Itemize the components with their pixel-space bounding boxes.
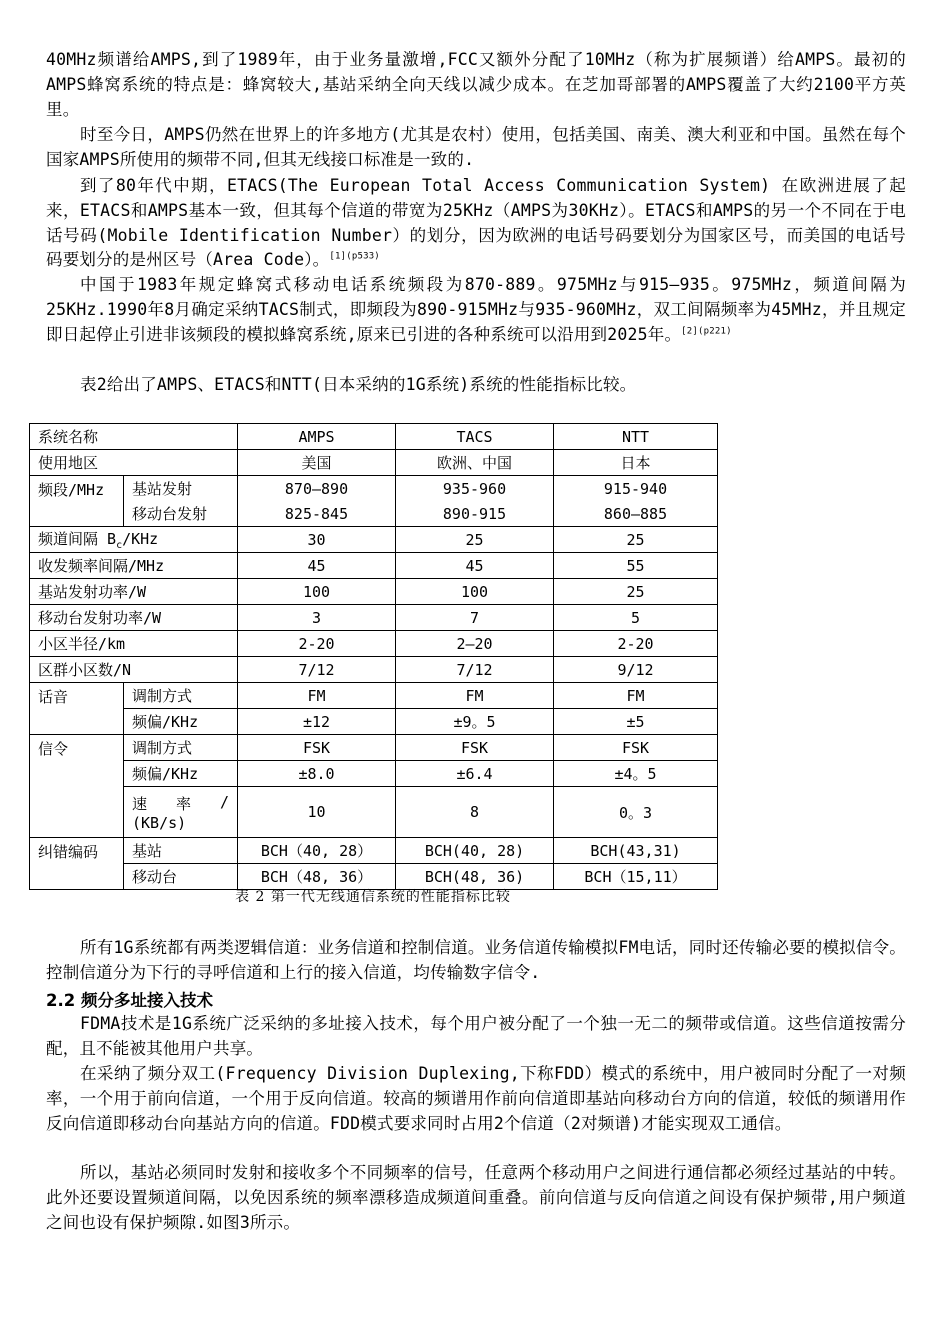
table-cell: 25 [554,527,718,553]
table-row [30,501,718,527]
table-cell: ±5 [554,709,718,735]
table-cell: 欧洲、中国 [396,450,554,476]
citation-ref: [2](p221) [681,326,732,337]
row-label: 使用地区 [30,450,238,476]
sub-row-label: 调制方式 [124,683,238,709]
paragraph-fdd [46,1062,906,1136]
table-cell: FSK [238,735,396,761]
table-cell: FM [396,683,554,709]
table-cell: 10 [238,787,396,838]
table-row [30,605,718,631]
table-cell: 935-960 [396,476,554,502]
table-cell: 8 [396,787,554,838]
table-cell: BCH（15,11） [554,864,718,890]
table-cell: 870—890 [238,476,396,502]
row-label: 频道间隔 $B_c$/KHz [30,527,238,553]
table-cell: 日本 [554,450,718,476]
table-row [30,838,718,864]
column-header-tacs: TACS [396,424,554,450]
paragraph-text: 所以，基站必须同时发射和接收多个不同频率的信号，任意两个移动用户之间进行通信都必须经过基站的中转。此外还要设置频道间隔，以免因系统的频率漂移造成频道间重叠。前向信道与反向信道之间设有保护频带,用户频道之间也设有保护频隙.如图3所示。 [46,1163,906,1232]
table-row [30,657,718,683]
table-row [30,735,718,761]
table-cell: BCH(43,31) [554,838,718,864]
sub-row-label: 频偏/KHz [124,761,238,787]
table-cell: 825-845 [238,501,396,527]
paragraph-text: 所有1G系统都有两类逻辑信道：业务信道和控制信道。业务信道传输模拟FM电话，同时还传输必要的模拟信令。控制信道分为下行的寻呼信道和上行的接入信道，均传输数字信令. [46,938,906,982]
sub-row-label: 调制方式 [124,735,238,761]
paragraph-logical-channels [46,936,906,986]
sub-row-label: 移动台发射 [124,501,238,527]
citation-ref: [1](p533) [329,251,380,262]
table-cell: 100 [396,579,554,605]
table-caption: 表 2 第一代无线通信系统的性能指标比较 [235,889,511,905]
table-cell: ±8.0 [238,761,396,787]
table-cell: 美国 [238,450,396,476]
paragraph-text: 在采纳了频分双工(Frequency Division Duplexing,下称FDD）模式的系统中，用户被同时分配了一对频率，一个用于前向信道，一个用于反向信道。较高的频谱用作前向信道即基站向移动台方向的信道，较低的频谱用作反向信道即移动台向基站方向的信道。FDD模式要求同时占用2个信道（2对频谱)才能实现双工通信。 [46,1064,906,1133]
sub-row-label: 移动台 [124,864,238,890]
row-group-label: 频段/MHz [30,476,124,527]
table-row [30,527,718,553]
table-row [30,553,718,579]
table-cell: 55 [554,553,718,579]
table-cell: 0。3 [554,787,718,838]
paragraph-text: 时至今日，AMPS仍然在世界上的许多地方(尤其是农村）使用，包括美国、南美、澳大利亚和中国。虽然在每个国家AMPS所使用的频带不同,但其无线接口标准是一致的. [46,125,906,169]
row-group-label: 话音 [30,683,124,735]
table-cell: ±12 [238,709,396,735]
table-cell: BCH(40, 28) [396,838,554,864]
paragraph-table-intro [46,373,906,398]
table-cell: 2-20 [554,631,718,657]
table-cell: FM [238,683,396,709]
table-cell: 2-20 [238,631,396,657]
table-cell: 5 [554,605,718,631]
row-label: 系统名称 [30,424,238,450]
sub-row-label: 频偏/KHz [124,709,238,735]
table-cell: BCH（40, 28） [238,838,396,864]
paragraph-amps-usage [46,123,906,173]
sub-row-label: 速 率 / (KB/s) [124,787,238,838]
paragraph-text: FDMA技术是1G系统广泛采纳的多址接入技术，每个用户被分配了一个独一无二的频带或信道。这些信道按需分配，且不能被其他用户共享。 [46,1014,906,1058]
table-row [30,631,718,657]
table-cell: 2—20 [396,631,554,657]
sub-row-label: 基站发射 [124,476,238,502]
row-label: 小区半径/km [30,631,238,657]
paragraph-fdma [46,1012,906,1062]
table-cell: 9/12 [554,657,718,683]
table-row [30,709,718,735]
table-row [30,450,718,476]
table-row [30,424,718,450]
row-label: 基站发射功率/W [30,579,238,605]
table-cell: 860—885 [554,501,718,527]
section-heading: 2.2 频分多址接入技术 [46,991,213,1010]
paragraph-text: 到了80年代中期，ETACS(The European Total Access Communication System) 在欧洲进展了起来，ETACS和AMPS基本一致，但其每个信道的带宽为25KHz（AMPS为30KHz）。ETACS和AMPS的另一个不同在于电话号码(Mobile Identification Number）的划分，因为欧洲的电话号码要划分为国家区号，而美国的电话号码要划分的是州区号（Area Code）。 [46,176,906,270]
table-cell: 25 [396,527,554,553]
table-cell: FM [554,683,718,709]
table-row [30,683,718,709]
row-group-label: 纠错编码 [30,838,124,890]
table-cell: 7/12 [396,657,554,683]
table-cell: 30 [238,527,396,553]
table-cell: 100 [238,579,396,605]
table-cell: ±4。5 [554,761,718,787]
table-row [30,476,718,502]
paragraph-text: 中国于1983年规定蜂窝式移动电话系统频段为870-889。975MHz与915—935。975MHz，频道间隔为25KHz.1990年8月确定采纳TACS制式，即频段为890-915MHz与935-960MHz，双工间隔频率为45MHz，并且规定即日起停止引进非该频段的模拟蜂窝系统,原来已引进的各种系统可以沿用到2025年。 [46,275,906,344]
paragraph-etacs [46,174,906,273]
table-cell: 890-915 [396,501,554,527]
table-row [30,761,718,787]
row-label: 区群小区数/N [30,657,238,683]
table-cell: ±9。5 [396,709,554,735]
column-header-ntt: NTT [554,424,718,450]
table-cell: FSK [554,735,718,761]
table-cell: 7/12 [238,657,396,683]
paragraph-text: 40MHz频谱给AMPS,到了1989年，由于业务量激增,FCC又额外分配了10MHz（称为扩展频谱）给AMPS。最初的AMPS蜂窝系统的特点是：蜂窝较大,基站采纳全向天线以减少成本。在芝加哥部署的AMPS覆盖了大约2100平方英里。 [46,50,906,119]
table-cell: 915-940 [554,476,718,502]
sub-row-label: 基站 [124,838,238,864]
table-cell: 45 [396,553,554,579]
column-header-amps: AMPS [238,424,396,450]
paragraph-base-station [46,1161,906,1235]
table-cell: 45 [238,553,396,579]
table-cell: 25 [554,579,718,605]
row-label: 移动台发射功率/W [30,605,238,631]
performance-comparison-table [29,423,718,890]
table-cell: BCH(48, 36) [396,864,554,890]
table-cell: 7 [396,605,554,631]
table-row [30,579,718,605]
table-row [30,787,718,838]
row-group-label: 信令 [30,735,124,838]
row-label: 收发频率间隔/MHz [30,553,238,579]
paragraph-china-tacs [46,273,906,347]
table-cell: FSK [396,735,554,761]
table-cell: 3 [238,605,396,631]
paragraph-text: 表2给出了AMPS、ETACS和NTT(日本采纳的1G系统)系统的性能指标比较。 [80,375,637,394]
table-cell: BCH（48, 36） [238,864,396,890]
paragraph-amps-history [46,48,906,122]
table-cell: ±6.4 [396,761,554,787]
